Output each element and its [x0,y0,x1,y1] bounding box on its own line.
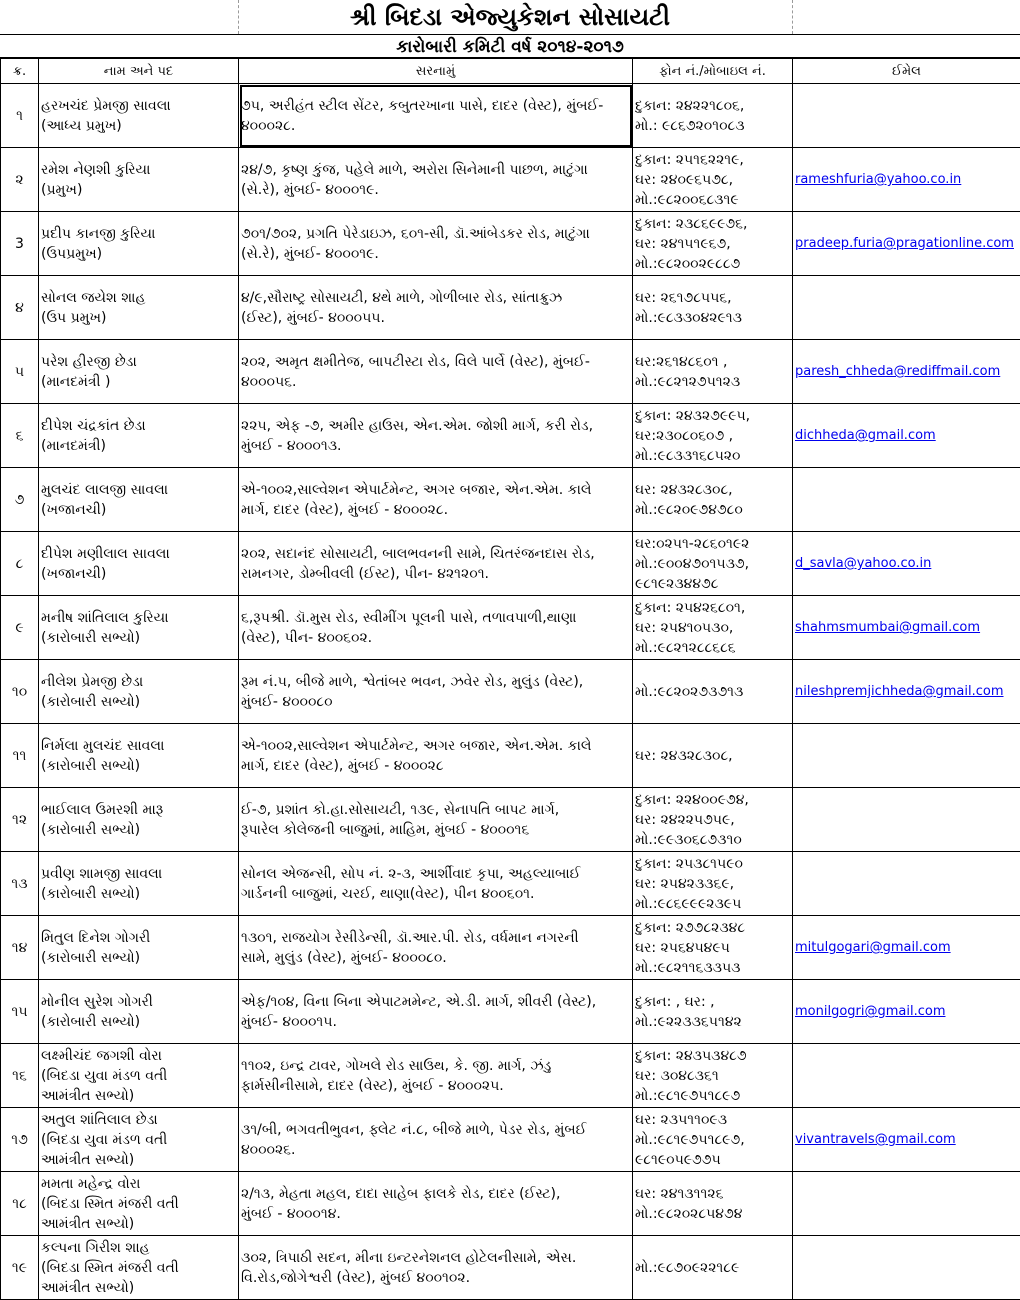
cell-address[interactable] [239,1108,633,1172]
phone-line: ઘર: ૨૪૦૯૬૫૭૮, [635,170,790,190]
cell-sr[interactable]: ૨ [1,148,39,212]
member-name: ભાઈલાલ ઉમરશી મારૂ [41,800,236,820]
member-name: લક્ષ્મીચંદ જગશી વોરા [41,1046,236,1066]
table-row [1,660,1020,724]
member-role: (ખજાનચી) [41,564,236,584]
address-line: ૬,રૂપશ્રી. ડૉ.મુસ રોડ, સ્વીમીંગ પૂલની પાસે, તળાવપાળી,થાણા [241,608,630,628]
cell-address[interactable] [239,212,633,276]
address-line: એ-૧૦૦૨,સાલ્વેશન એપાર્ટમેન્ટ, અગર બજાર, એન.એમ. કાલે [241,480,630,500]
address-line: મુંબઈ - ૪૦૦૦૧૪. [241,1204,630,1224]
table-row [1,1044,1020,1108]
cell-sr[interactable]: ૧૬ [1,1044,39,1108]
cell-name[interactable] [39,916,239,980]
member-name: મોનીલ સુરેશ ગોગરી [41,992,236,1012]
cell-address-selected[interactable] [239,84,633,148]
table-row [1,916,1020,980]
phone-line: દુકાન: ૨૫૩૮૧૫૯૦ [635,854,790,874]
cell-phone[interactable] [633,1236,793,1300]
table-row [1,596,1020,660]
address-line: ૧૧૦૨, ઇન્દ્ર ટાવર, ગોખલે રોડ સાઉથ, કે. જી. માર્ગ, ઝંડુ [241,1056,630,1076]
phone-line: ઘર: ૨૪૩૨૮૩૦૮, [635,480,790,500]
address-line: ૪૦૦૦૨૬. [241,1140,630,1160]
cell-address[interactable] [239,724,633,788]
cell-sr[interactable]: ૧ [1,84,39,148]
address-line: ગાર્ડનની બાજુમાં, ચરઈ, થાણા(વેસ્ટ), પીન ૪૦૦૬૦૧. [241,884,630,904]
member-role: (કારોબારી સભ્યો) [41,1012,236,1032]
cell-phone[interactable] [633,404,793,468]
address-line: ઈ-૭, પ્રશાંત કો.હા.સોસાયટી, ૧૩૯, સેનાપતિ બાપટ માર્ગ, [241,800,630,820]
cell-phone[interactable] [633,1108,793,1172]
cell-sr[interactable]: ૬ [1,404,39,468]
address-line: ૨૨૫, એફ -૭, અમીર હાઉસ, એન.એમ. જોશી માર્ગ, કરી રોડ, [241,416,630,436]
cell-email[interactable] [793,212,1020,276]
phone-line: ઘર: ૨૪૨૨૫૭૫૯, [635,810,790,830]
phone-line: મો.:૯૮૧૯૭૫૧૮૯૭, [635,1130,790,1150]
table-row [1,84,1020,148]
member-name: હરખચંદ પ્રેમજી સાવલા [41,96,236,116]
phone-line: દુકાન: ૨૪૨૨૧૮૦૬, [635,96,790,116]
phone-line: દુકાન: ૨૫૪૨૬૮૦૧, [635,598,790,618]
cell-address[interactable] [239,1044,633,1108]
email-link[interactable]: pradeep.furia@pragationline.com [795,236,1014,251]
cell-sr[interactable]: ૧૩ [1,852,39,916]
member-role: (કારોબારી સભ્યો) [41,820,236,840]
member-role: (કારોબારી સભ્યો) [41,628,236,648]
cell-phone[interactable] [633,916,793,980]
cell-name[interactable] [39,1172,239,1236]
page-subtitle: કારોબારી કમિટી વર્ષ ૨૦૧૪-૨૦૧૭ [0,34,1020,58]
cell-name[interactable] [39,852,239,916]
cell-email[interactable] [793,788,1020,852]
col-header-email[interactable]: ઈમેલ [793,59,1020,84]
cell-phone[interactable] [633,660,793,724]
member-name: મુલચંદ લાલજી સાવલા [41,480,236,500]
member-role: આમંત્રીત સભ્યો) [41,1086,236,1106]
table-row [1,212,1020,276]
address-line: એ-૧૦૦૨,સાલ્વેશન એપાર્ટમેન્ટ, અગર બજાર, એન.એમ. કાલે [241,736,630,756]
member-name: દીપેશ મણીલાલ સાવલા [41,544,236,564]
address-line: સામે, મુલુંડ (વેસ્ટ), મુંબઈ- ૪૦૦૦૮૦. [241,948,630,968]
address-line: ૪/૯,સૌરાષ્ટ્ર સોસાયટી, ૪થે માળે, ગોળીબાર રોડ, સાંતાક્રુઝ [241,288,630,308]
phone-line: ૯૮૧૯૨૩૪૪૭૮ [635,574,790,594]
phone-line: મો.:૯૮૩૩૦૪૨૯૧૩ [635,308,790,328]
members-table [0,58,1020,1300]
member-role: (કારોબારી સભ્યો) [41,692,236,712]
address-line: માર્ગ, દાદર (વેસ્ટ), મુંબઈ - ૪૦૦૦૨૮ [241,756,630,776]
cell-sr[interactable]: ૧૯ [1,1236,39,1300]
cell-phone[interactable] [633,340,793,404]
email-link[interactable]: rameshfuria@yahoo.co.in [795,172,961,187]
table-row [1,1108,1020,1172]
phone-line: મો.:૯૮૨૧૧૬૩૩૫૩ [635,958,790,978]
phone-line: ઘર: ૨૪૩૨૮૩૦૮, [635,746,790,766]
cell-email[interactable] [793,1108,1020,1172]
address-line: રામનગર, ડોમ્બીવલી (ઈસ્ટ), પીન- ૪૨૧૨૦૧. [241,564,630,584]
cell-email[interactable] [793,84,1020,148]
address-line: ૩૦૨, ત્રિપાઠી સદન, મીના ઇન્ટરનેશનલ હોટેલનીસામે, એસ. [241,1248,630,1268]
phone-line: મો.:૯૮૧૯૭૫૧૮૯૭ [635,1086,790,1106]
page-title: શ્રી બિદડા એજ્યુકેશન સોસાયટી [0,0,1020,34]
table-row [1,980,1020,1044]
member-name: પ્રદીપ કાનજી કુરિયા [41,224,236,244]
address-line: ૨૦૨, સદાનંદ સોસાયટી, બાલભવનની સામે, ચિતરંજનદાસ રોડ, [241,544,630,564]
cell-email[interactable] [793,276,1020,340]
table-row [1,468,1020,532]
member-role: (ઉપ પ્રમુખ) [41,308,236,328]
cell-name[interactable] [39,532,239,596]
member-name: પરેશ હીરજી છેડા [41,352,236,372]
table-row [1,340,1020,404]
phone-line: મો.:૯૮૩૩૧૬૮૫૨૦ [635,446,790,466]
email-link[interactable]: shahmsmumbai@gmail.com [795,620,980,635]
phone-line: મો.: ૯૮૬૭૨૦૧૦૮૩ [635,116,790,136]
cell-email[interactable] [793,1236,1020,1300]
cell-phone[interactable] [633,1044,793,1108]
address-line: માર્ગ, દાદર (વેસ્ટ), મુંબઈ - ૪૦૦૦૨૮. [241,500,630,520]
cell-name[interactable] [39,980,239,1044]
cell-email[interactable] [793,724,1020,788]
address-line: ૧૩૦૧, રાજયોગ રેસીડેન્સી, ડૉ.આર.પી. રોડ, વર્ધમાન નગરની [241,928,630,948]
cell-email[interactable] [793,1044,1020,1108]
cell-phone[interactable] [633,852,793,916]
cell-address[interactable] [239,980,633,1044]
cell-phone[interactable] [633,84,793,148]
cell-address[interactable] [239,1172,633,1236]
address-line: ૭૫, અરીહંત સ્ટીલ સેંટર, કબુતરખાના પાસે, દાદર (વેસ્ટ), મુંબઈ- [241,96,630,116]
cell-phone[interactable] [633,788,793,852]
cell-name[interactable] [39,468,239,532]
cell-email[interactable] [793,340,1020,404]
address-line: (ઈસ્ટ), મુંબઈ- ૪૦૦૦૫૫. [241,308,630,328]
member-role: (કારોબારી સભ્યો) [41,756,236,776]
address-line: (સે.રે), મુંબઈ- ૪૦૦૦૧૯. [241,244,630,264]
cell-sr[interactable]: ૧૦ [1,660,39,724]
member-name: મનીષ શાંતિલાલ કુરિયા [41,608,236,628]
address-line: ૨૪/૭, કૃષ્ણ કુંજ, પહેલે માળે, અરોરા સિનેમાની પાછળ, માટુંગા [241,160,630,180]
cell-name[interactable] [39,84,239,148]
cell-email[interactable] [793,468,1020,532]
table-row [1,276,1020,340]
col-header-sr[interactable]: ક્ર. [1,59,39,84]
cell-name[interactable] [39,148,239,212]
cell-name[interactable] [39,724,239,788]
address-line: એફ/૧૦૪, વિના બિના એપાટમમેન્ટ, એ.ડી. માર્ગ, શીવરી (વેસ્ટ), [241,992,630,1012]
cell-sr[interactable]: ૧૧ [1,724,39,788]
member-role: (આધ્ય પ્રમુખ) [41,116,236,136]
address-line: મુંબઈ - ૪૦૦૦૧૩. [241,436,630,456]
phone-line: ઘર: ૨૫૪૧૦૫૩૦, [635,618,790,638]
address-line: ૭૦૧/૭૦૨, પ્રગતિ પેરેડાઇઝ, ૬૦૧-સી, ડૉ.આંબેડકર રોડ, માટુંગા [241,224,630,244]
phone-line: મો.:૯૨૨૩૩૬૫૧૪૨ [635,1012,790,1032]
address-line: ૪૦૦૦૨૮. [241,116,630,136]
email-link[interactable]: nileshpremjichheda@gmail.com [795,684,1004,699]
col-header-address[interactable]: સરનામું [239,59,633,84]
phone-line: ઘર:૨૬૧૪૮૬૦૧ , [635,352,790,372]
cell-name[interactable] [39,212,239,276]
phone-line: દુકાન: ૨૭૭૮૨૩૪૮ [635,918,790,938]
table-body [1,84,1020,1300]
cell-phone[interactable] [633,532,793,596]
phone-line: ૯૮૧૯૦૫૯૭૭૫ [635,1150,790,1170]
phone-line: મો.:૯૮૨૧૨૭૫૧૨૩ [635,372,790,392]
member-name: મમતા મહેન્દ્ર વોરા [41,1174,236,1194]
cell-email[interactable] [793,852,1020,916]
cell-email[interactable] [793,148,1020,212]
table-row [1,404,1020,468]
phone-line: મો.:૯૮૨૦૨૮૫૪૭૪ [635,1204,790,1224]
member-role: (કારોબારી સભ્યો) [41,884,236,904]
member-role: આમંત્રીત સભ્યો) [41,1278,236,1298]
col-header-name[interactable]: નામ અને પદ [39,59,239,84]
phone-line: મો.:૯૮૭૦૯૨૨૧૮૯ [635,1258,790,1278]
address-line: રૂમ નં.૫, બીજે માળે, શ્વેતાંબર ભવન, ઝવેર રોડ, મુલુંડ (વેસ્ટ), [241,672,630,692]
address-line: ૨/૧૩, મેહતા મહલ, દાદા સાહેબ ફાલકે રોડ, દાદર (ઈસ્ટ), [241,1184,630,1204]
cell-name[interactable] [39,276,239,340]
address-line: મુંબઈ- ૪૦૦૦૮૦ [241,692,630,712]
phone-line: ઘર: ૨૪૧૫૧૯૬૭, [635,234,790,254]
member-role: (ખજાનચી) [41,500,236,520]
cell-sr[interactable]: ૮ [1,532,39,596]
cell-email[interactable] [793,532,1020,596]
cell-name[interactable] [39,596,239,660]
cell-sr[interactable]: ૧૮ [1,1172,39,1236]
table-row [1,1172,1020,1236]
cell-phone[interactable] [633,468,793,532]
cell-address[interactable] [239,852,633,916]
cell-name[interactable] [39,1108,239,1172]
email-link[interactable]: mitulgogari@gmail.com [795,940,951,955]
cell-sr[interactable]: 3 [1,212,39,276]
address-line: ૨૦૨, અમૃત ક્ષમીતેજ, બાપટીસ્ટા રોડ, વિલે પાર્લે (વેસ્ટ), મુંબઈ- [241,352,630,372]
member-role: (બિદડા સ્મિત મંજરી વતી [41,1258,236,1278]
email-link[interactable]: paresh_chheda@rediffmail.com [795,364,1000,379]
cell-phone[interactable] [633,276,793,340]
phone-line: મો.:૯૦૦૪૭૦૧૫૩૭, [635,554,790,574]
address-line: વિ.રોડ,જોગેશ્વરી (વેસ્ટ), મુંબઈ ૪૦૦૧૦૨. [241,1268,630,1288]
member-name: દીપેશ ચંદ્રકાંત છેડા [41,416,236,436]
address-line: ૩૧/બી, ભગવતીભુવન, ફ્લેટ નં.૮, બીજે માળે, પેડર રોડ, મુંબઈ [241,1120,630,1140]
cell-address[interactable] [239,916,633,980]
address-line: (વેસ્ટ), પીન- ૪૦૦૬૦૨. [241,628,630,648]
cell-name[interactable] [39,1044,239,1108]
table-row [1,724,1020,788]
member-name: મિતુલ દિનેશ ગોગરી [41,928,236,948]
header-row [1,59,1020,84]
phone-line: ઘર: ૨૫૪૨૩૩૬૯, [635,874,790,894]
phone-line: દુકાન: ૨૨૪૦૦૯૭૪, [635,790,790,810]
phone-line: મો.:૯૮૬૯૯૯૨૩૯૫ [635,894,790,914]
phone-line: ઘર: ૨૪૧૩૧૧૨૬ [635,1184,790,1204]
email-link[interactable]: dichheda@gmail.com [795,428,936,443]
cell-phone[interactable] [633,596,793,660]
phone-line: ઘર:૨૩૦૮૦૬૦૭ , [635,426,790,446]
member-role: (બિદડા યુવા મંડળ વતી [41,1130,236,1150]
phone-line: દુકાન: ૨૫૧૬૨૨૧૯, [635,150,790,170]
cell-address[interactable] [239,404,633,468]
cell-phone[interactable] [633,1172,793,1236]
member-role: (બિદડા યુવા મંડળ વતી [41,1066,236,1086]
cell-address[interactable] [239,340,633,404]
address-line: (સે.રે), મુંબઈ- ૪૦૦૦૧૯. [241,180,630,200]
address-line: ૪૦૦૦૫૬. [241,372,630,392]
member-name: પ્રવીણ શામજી સાવલા [41,864,236,884]
phone-line: દુકાન: ૨૪૩૨૭૯૯૫, [635,406,790,426]
cell-address[interactable] [239,1236,633,1300]
col-header-phone[interactable]: ફોન નં./મોબાઇલ નં. [633,59,793,84]
cell-sr[interactable]: ૧૪ [1,916,39,980]
phone-line: ઘર: ૨૩૫૧૧૦૯૩ [635,1110,790,1130]
address-line: રૂપારેલ કોલેજની બાજુમાં, માહિમ, મુંબઈ - ૪૦૦૦૧૬ [241,820,630,840]
cell-email[interactable] [793,404,1020,468]
phone-line: દુકાન: ૨૪૩૫૩૪૮૭ [635,1046,790,1066]
phone-line: દુકાન: , ઘર: , [635,992,790,1012]
member-name: અતુલ શાંતિલાલ છેડા [41,1110,236,1130]
phone-line: મો.:૯૮૨૧૨૮૮૬૮૬ [635,638,790,658]
email-link[interactable]: monilgogri@gmail.com [795,1004,946,1019]
cell-sr[interactable]: ૫ [1,340,39,404]
cell-address[interactable] [239,532,633,596]
email-link[interactable]: d_savla@yahoo.co.in [795,556,931,571]
cell-name[interactable] [39,404,239,468]
cell-address[interactable] [239,276,633,340]
cell-address[interactable] [239,660,633,724]
cell-name[interactable] [39,660,239,724]
phone-line: દુકાન: ૨૩૮૬૯૯૭૬, [635,214,790,234]
phone-line: ઘર:૦૨૫૧-૨૮૬૦૧૯૨ [635,534,790,554]
cell-email[interactable] [793,1172,1020,1236]
address-line: મુંબઈ- ૪૦૦૦૧૫. [241,1012,630,1032]
cell-sr[interactable]: ૭ [1,468,39,532]
member-role: (પ્રમુખ) [41,180,236,200]
phone-line: મો.:૯૮૨૦૯૭૪૭૮૦ [635,500,790,520]
address-line: સોનલ એજન્સી, સોપ નં. ૨-૩, આર્શીવાદ કૃપા, અહલ્યાબાઈ [241,864,630,884]
cell-email[interactable] [793,980,1020,1044]
cell-sr[interactable]: ૧૨ [1,788,39,852]
table-row [1,148,1020,212]
cell-address[interactable] [239,148,633,212]
cell-sr[interactable]: ૪ [1,276,39,340]
cell-name[interactable] [39,1236,239,1300]
phone-line: મો.:૯૮૨૦૨૭૩૭૧૩ [635,682,790,702]
phone-line: મો.:૯૮૨૦૦૨૯૮૮૭ [635,254,790,274]
cell-sr[interactable]: ૧૭ [1,1108,39,1172]
cell-phone[interactable] [633,724,793,788]
cell-email[interactable] [793,596,1020,660]
table-row [1,852,1020,916]
cell-name[interactable] [39,788,239,852]
cell-name[interactable] [39,340,239,404]
member-name: રમેશ નેણશી કુરિયા [41,160,236,180]
table-row [1,1236,1020,1300]
member-name: સોનલ જયેશ શાહ [41,288,236,308]
phone-line: ઘર: ૨૫૬૪૫૪૯૫ [635,938,790,958]
member-role: (માનદમંત્રી) [41,436,236,456]
cell-sr[interactable]: ૧૫ [1,980,39,1044]
member-role: (કારોબારી સભ્યો) [41,948,236,968]
cell-phone[interactable] [633,148,793,212]
table-row [1,788,1020,852]
phone-line: મો.:૯૮૨૦૦૬૮૩૧૯ [635,190,790,210]
cell-email[interactable] [793,916,1020,980]
cell-email[interactable] [793,660,1020,724]
cell-phone[interactable] [633,980,793,1044]
member-role: (માનદમંત્રી ) [41,372,236,392]
member-role: આમંત્રીત સભ્યો) [41,1214,236,1234]
phone-line: મો.:૯૯૩૦૬૮૭૩૧૦ [635,830,790,850]
cell-address[interactable] [239,788,633,852]
member-name: નિર્મલા મુલચંદ સાવલા [41,736,236,756]
member-name: નીલેશ પ્રેમજી છેડા [41,672,236,692]
cell-phone[interactable] [633,212,793,276]
cell-address[interactable] [239,596,633,660]
address-line: ફાર્મસીનીસામે, દાદર (વેસ્ટ), મુંબઈ - ૪૦૦૦૨૫. [241,1076,630,1096]
member-name: કલ્પના ગિરીશ શાહ [41,1238,236,1258]
member-role: (ઉપપ્રમુખ) [41,244,236,264]
phone-line: ઘર: ૩૦૪૮૩૬૧ [635,1066,790,1086]
cell-address[interactable] [239,468,633,532]
cell-sr[interactable]: ૯ [1,596,39,660]
table-row [1,532,1020,596]
member-role: (બિદડા સ્મિત મંજરી વતી [41,1194,236,1214]
email-link[interactable]: vivantravels@gmail.com [795,1132,956,1147]
phone-line: ઘર: ૨૬૧૭૮૫૫૬, [635,288,790,308]
member-role: આમંત્રીત સભ્યો) [41,1150,236,1170]
